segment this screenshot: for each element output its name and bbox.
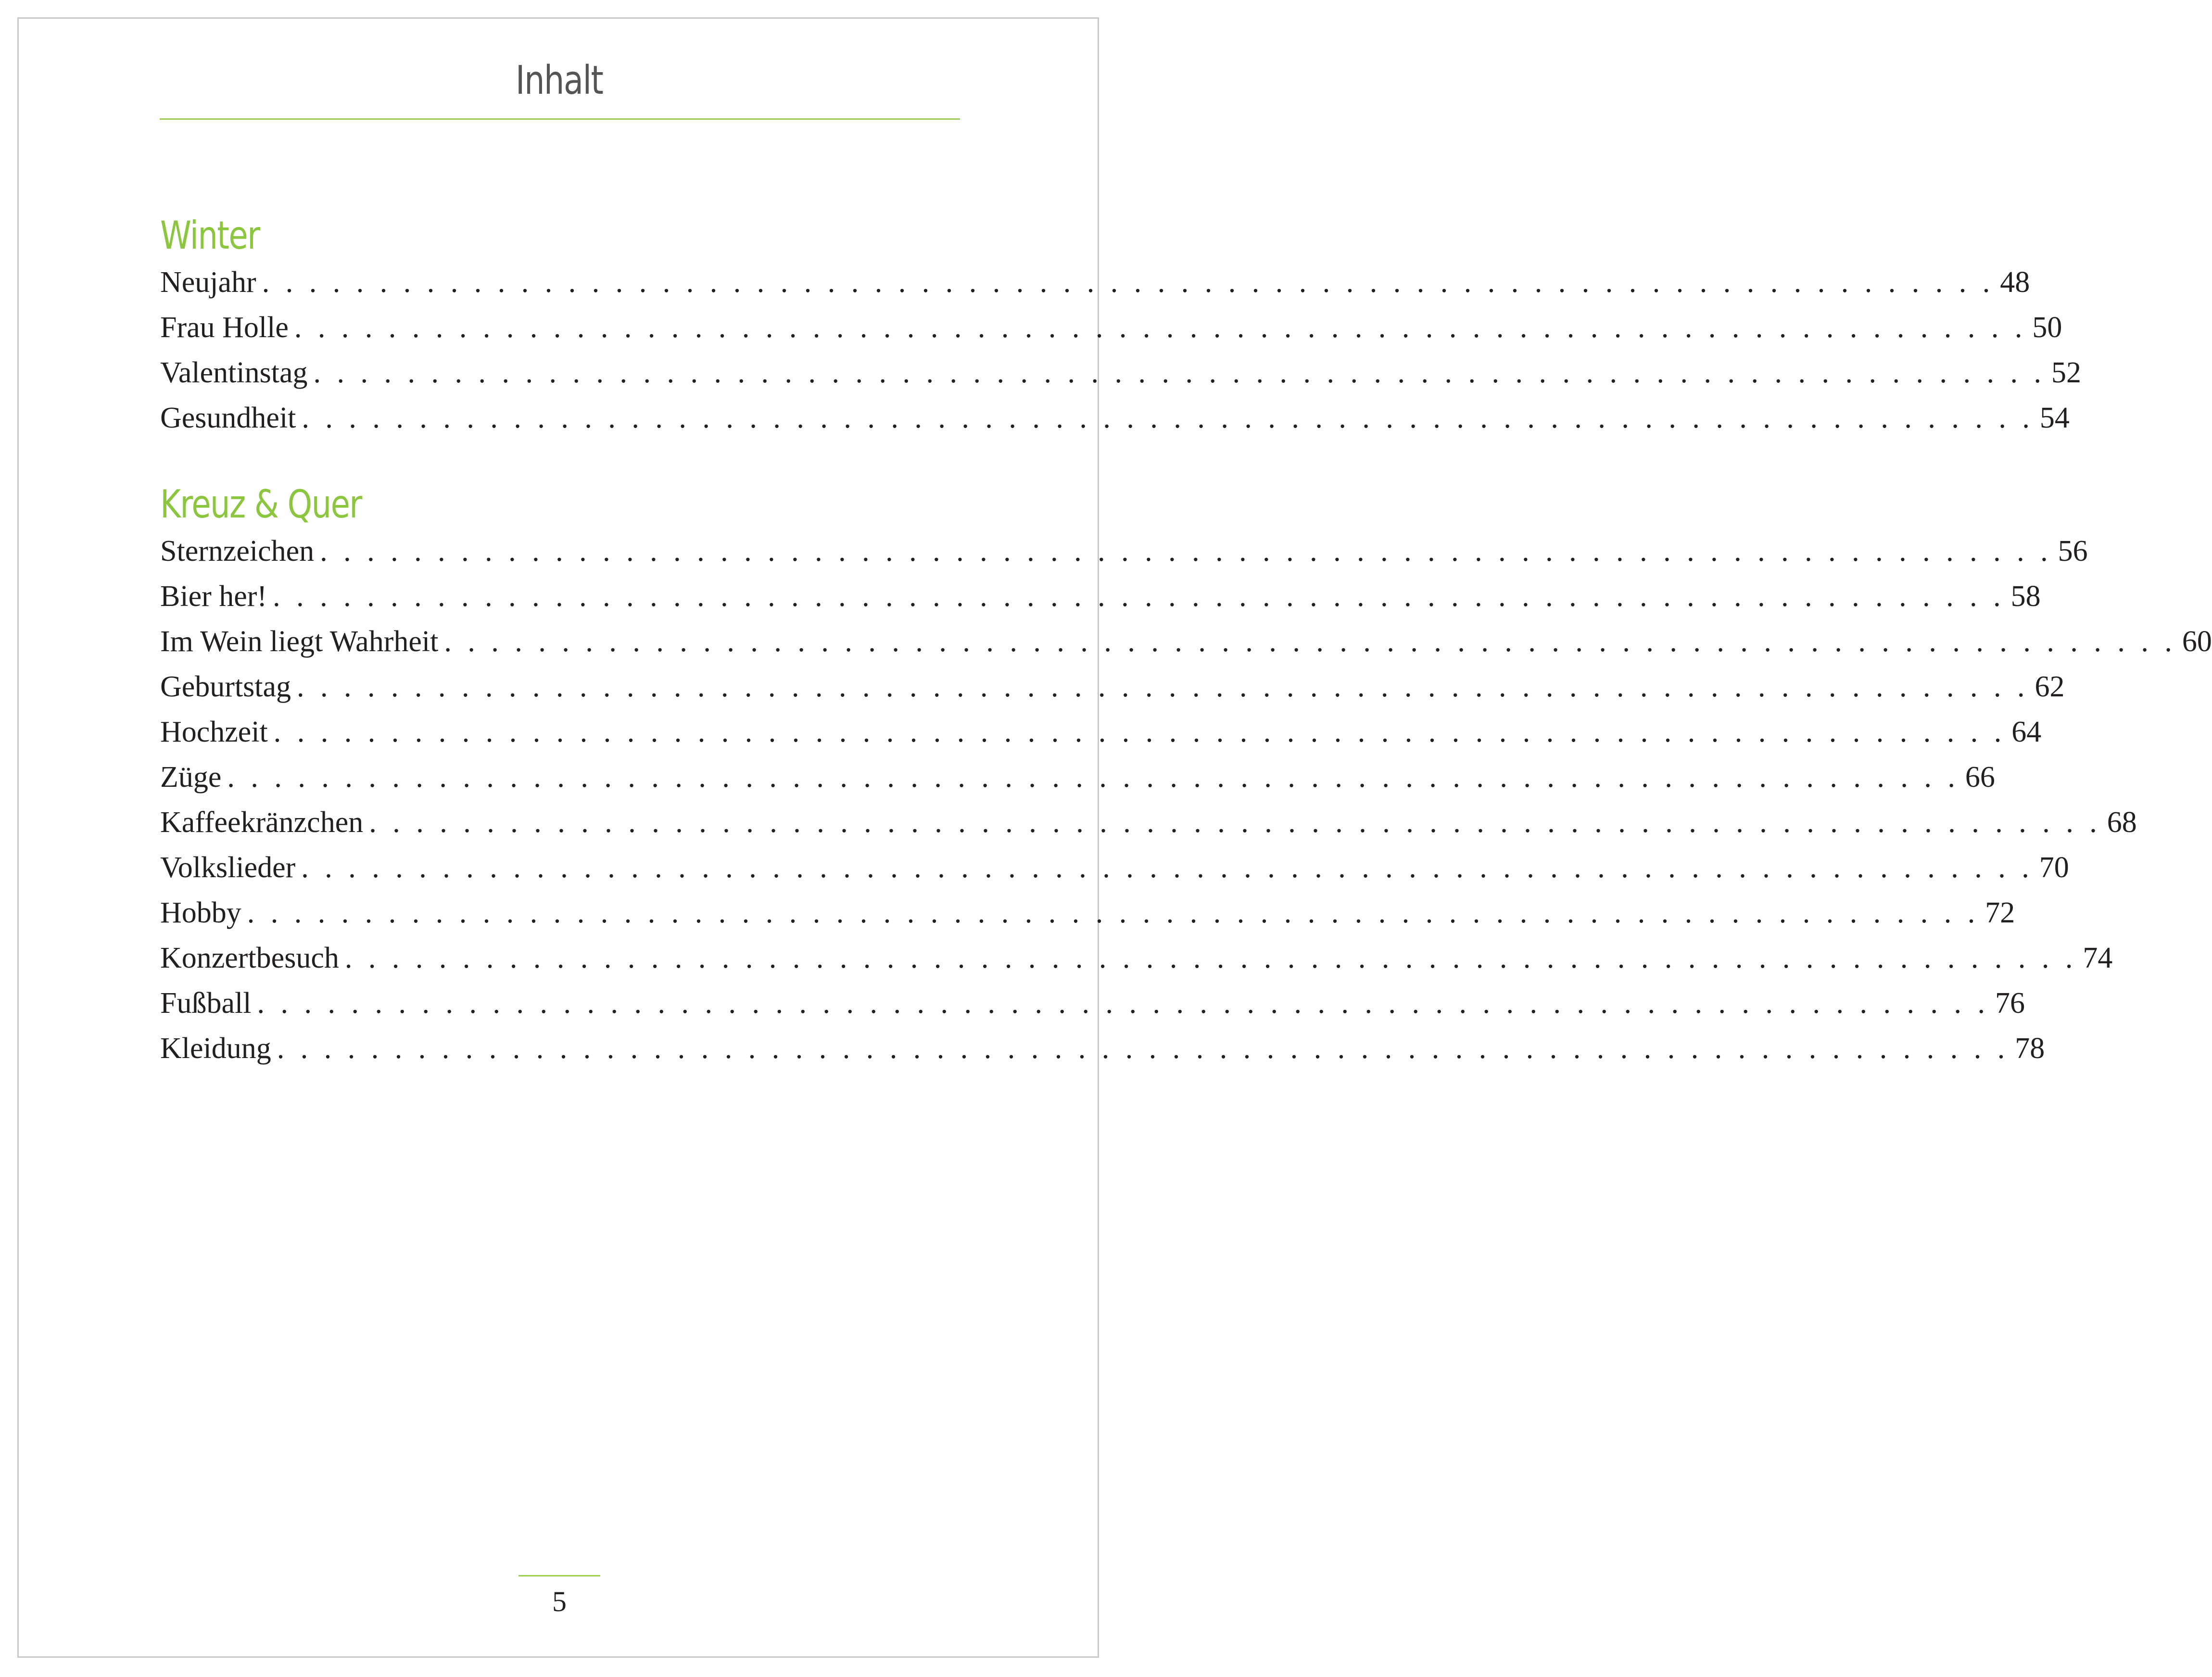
toc-entry-label: Bier her! <box>160 580 267 613</box>
dot-leader: . . . . . . . . . . . . . . . . . . . . . . . . . . . . . . . . . . . . . . . . . . . . . . . . . . . . . . . . . . . . . . . . . . . . . . . . . . <box>227 761 1959 794</box>
header-divider <box>160 118 960 120</box>
toc-entry[interactable] <box>160 260 2030 305</box>
toc-entry[interactable] <box>160 981 2025 1026</box>
section-title: Winter <box>160 213 260 258</box>
toc-entry-label: Frau Holle <box>160 311 289 344</box>
section-title: Kreuz & Quer <box>160 482 362 527</box>
dot-leader: . . . . . . . . . . . . . . . . . . . . . . . . . . . . . . . . . . . . . . . . . . . . . . . . . . . . . . . . . . . . . . . . . . . . . . . . . . <box>301 851 2034 884</box>
toc-entry-page: 78 <box>2015 1032 2045 1065</box>
toc-entry-label: Hochzeit <box>160 716 268 748</box>
dot-leader: . . . . . . . . . . . . . . . . . . . . . . . . . . . . . . . . . . . . . . . . . . . . . . . . . . . . . . . . . . . . . . . . . . . . . . . . . . <box>247 896 1980 929</box>
toc-entry-page: 58 <box>2010 580 2041 613</box>
dot-leader: . . . . . . . . . . . . . . . . . . . . . . . . . . . . . . . . . . . . . . . . . . . . . . . . . . . . . . . . . . . . . . . . . . . . . . . . . . <box>262 266 1995 299</box>
dot-leader: . . . . . . . . . . . . . . . . . . . . . . . . . . . . . . . . . . . . . . . . . . . . . . . . . . . . . . . . . . . . . . . . . . . . . . . . . . <box>444 625 2176 658</box>
toc-entry-label: Volkslieder <box>160 851 296 884</box>
toc-entry-page: 68 <box>2107 806 2137 839</box>
toc-entry-label: Hobby <box>160 896 241 929</box>
toc-entry-page: 70 <box>2039 851 2069 884</box>
toc-entry-label: Kaffeekränzchen <box>160 806 364 839</box>
toc-entry-page: 48 <box>2000 266 2030 299</box>
dot-leader: . . . . . . . . . . . . . . . . . . . . . . . . . . . . . . . . . . . . . . . . . . . . . . . . . . . . . . . . . . . . . . . . . . . . . . . . . . <box>369 806 2101 839</box>
toc-entry[interactable] <box>160 619 2212 664</box>
toc-entry-page: 76 <box>1995 987 2025 1020</box>
toc-entry[interactable] <box>160 395 2070 441</box>
toc-entry-label: Konzertbesuch <box>160 942 339 974</box>
toc-entry-page: 50 <box>2032 311 2062 344</box>
page-number: 5 <box>552 1586 567 1617</box>
toc-entry-label: Sternzeichen <box>160 535 315 567</box>
dot-leader: . . . . . . . . . . . . . . . . . . . . . . . . . . . . . . . . . . . . . . . . . . . . . . . . . . . . . . . . . . . . . . . . . . . . . . . . . . <box>313 356 2046 389</box>
toc-entry[interactable] <box>160 935 2113 981</box>
toc-section-kreuz-quer <box>160 480 2212 1071</box>
toc-entry-label: Gesundheit <box>160 402 296 434</box>
toc-entry-label: Züge <box>160 761 222 794</box>
dot-leader: . . . . . . . . . . . . . . . . . . . . . . . . . . . . . . . . . . . . . . . . . . . . . . . . . . . . . . . . . . . . . . . . . . . . . . . . . . <box>273 716 2006 748</box>
dot-leader: . . . . . . . . . . . . . . . . . . . . . . . . . . . . . . . . . . . . . . . . . . . . . . . . . . . . . . . . . . . . . . . . . . . . . . . . . . <box>302 402 2034 434</box>
toc-entry[interactable] <box>160 890 2015 935</box>
toc-entry-page: 60 <box>2182 625 2212 658</box>
dot-leader: . . . . . . . . . . . . . . . . . . . . . . . . . . . . . . . . . . . . . . . . . . . . . . . . . . . . . . . . . . . . . . . . . . . . . . . . . . <box>344 942 2077 974</box>
toc-entry-page: 66 <box>1965 761 1995 794</box>
table-of-contents <box>160 212 2212 1071</box>
toc-entry-page: 72 <box>1985 896 2015 929</box>
toc-entry[interactable] <box>160 305 2062 350</box>
dot-leader: . . . . . . . . . . . . . . . . . . . . . . . . . . . . . . . . . . . . . . . . . . . . . . . . . . . . . . . . . . . . . . . . . . . . . . . . . . <box>273 580 2005 613</box>
toc-entry[interactable] <box>160 709 2042 755</box>
toc-entry-label: Kleidung <box>160 1032 271 1065</box>
toc-entry-page: 54 <box>2039 402 2070 434</box>
toc-entry[interactable] <box>160 800 2137 845</box>
toc-entry-page: 64 <box>2011 716 2042 748</box>
page-title: Inhalt <box>515 58 603 103</box>
toc-entry-label: Neujahr <box>160 266 256 299</box>
dot-leader: . . . . . . . . . . . . . . . . . . . . . . . . . . . . . . . . . . . . . . . . . . . . . . . . . . . . . . . . . . . . . . . . . . . . . . . . . . <box>257 987 1989 1020</box>
dot-leader: . . . . . . . . . . . . . . . . . . . . . . . . . . . . . . . . . . . . . . . . . . . . . . . . . . . . . . . . . . . . . . . . . . . . . . . . . . <box>320 535 2052 567</box>
toc-entry[interactable] <box>160 574 2041 619</box>
toc-entry[interactable] <box>160 755 1995 800</box>
toc-entry[interactable] <box>160 350 2081 395</box>
footer-divider <box>518 1575 600 1576</box>
toc-entry[interactable] <box>160 664 2065 709</box>
dot-leader: . . . . . . . . . . . . . . . . . . . . . . . . . . . . . . . . . . . . . . . . . . . . . . . . . . . . . . . . . . . . . . . . . . . . . . . . . . <box>297 670 2029 703</box>
toc-entry-page: 56 <box>2058 535 2088 567</box>
toc-entry[interactable] <box>160 845 2069 890</box>
toc-entry-label: Fußball <box>160 987 252 1020</box>
toc-entry[interactable] <box>160 529 2088 574</box>
dot-leader: . . . . . . . . . . . . . . . . . . . . . . . . . . . . . . . . . . . . . . . . . . . . . . . . . . . . . . . . . . . . . . . . . . . . . . . . . . <box>294 311 2027 344</box>
toc-entry-label: Valentinstag <box>160 356 308 389</box>
toc-section-winter <box>160 212 2081 441</box>
toc-entry-page: 74 <box>2083 942 2113 974</box>
toc-entry-label: Geburtstag <box>160 670 291 703</box>
toc-entry-label: Im Wein liegt Wahrheit <box>160 625 439 658</box>
dot-leader: . . . . . . . . . . . . . . . . . . . . . . . . . . . . . . . . . . . . . . . . . . . . . . . . . . . . . . . . . . . . . . . . . . . . . . . . . . <box>277 1032 2010 1065</box>
toc-entry-page: 62 <box>2035 670 2065 703</box>
toc-entry[interactable] <box>160 1026 2045 1071</box>
toc-entry-page: 52 <box>2051 356 2081 389</box>
